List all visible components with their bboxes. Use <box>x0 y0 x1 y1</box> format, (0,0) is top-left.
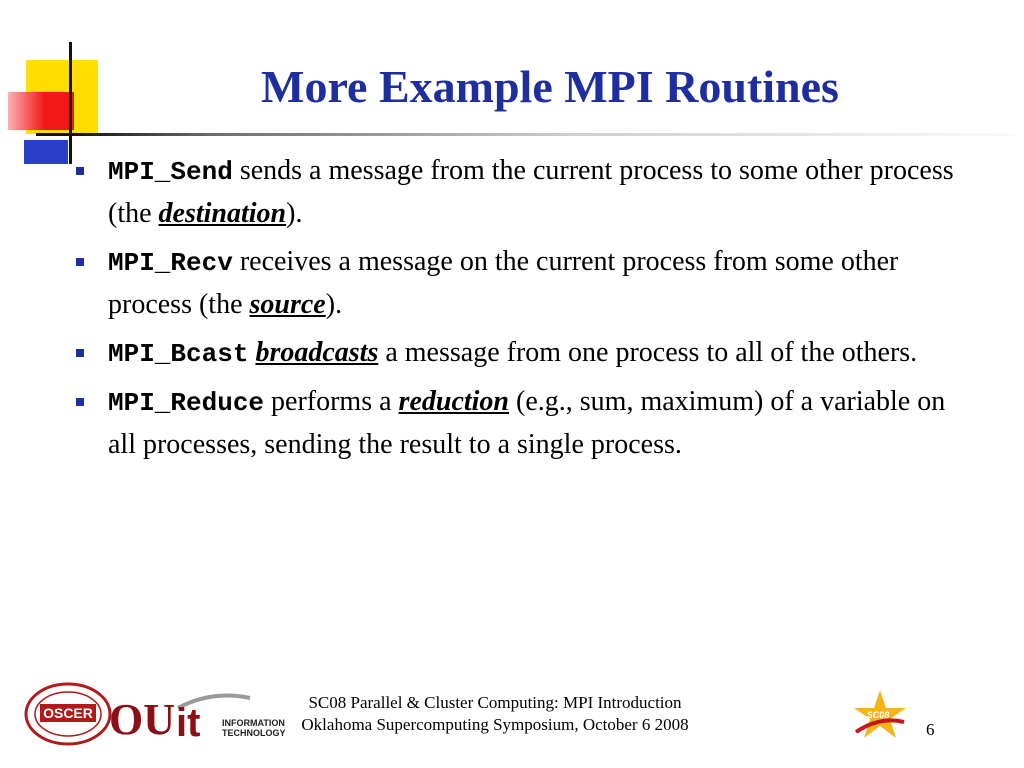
footer-text <box>250 692 740 736</box>
key-term: source <box>249 289 326 320</box>
bullet-item <box>76 332 976 375</box>
bullet-item <box>76 241 976 326</box>
bullet-text: a message from one process to all of the others. <box>378 337 918 368</box>
it-logo-text: it <box>176 701 201 745</box>
bullet-text: performs a <box>264 386 399 417</box>
bullet-text: ). <box>286 198 303 229</box>
bullet-item <box>76 381 976 466</box>
slide-title: More Example MPI Routines <box>261 61 839 112</box>
routine-name: MPI_Bcast <box>108 339 249 369</box>
decor-vertical-line <box>69 42 72 164</box>
bullet-marker-icon <box>76 349 84 357</box>
bullet-marker-icon <box>76 258 84 266</box>
routine-name: MPI_Reduce <box>108 388 265 418</box>
bullet-text: sends a message from the current process to some other process (the <box>108 155 954 229</box>
routine-name: MPI_Recv <box>108 248 233 278</box>
bullet-marker-icon <box>76 398 84 406</box>
ou-logo-text: OU <box>109 695 175 744</box>
key-term: broadcasts <box>255 337 379 368</box>
decor-blue-square <box>24 140 68 164</box>
key-term: destination <box>158 198 287 229</box>
it-logo-line1: INFORMATION <box>222 718 285 728</box>
routine-name: MPI_Send <box>108 157 233 187</box>
sc08-logo-text: SC08 <box>866 710 890 720</box>
decor-horizontal-line <box>36 133 1016 136</box>
page-number: 6 <box>926 720 935 739</box>
bullet-item <box>76 150 976 235</box>
oscer-logo-text: OSCER <box>43 705 93 721</box>
bullet-text: (e.g., sum, maximum) of a variable on all processes, sending the result to a single process. <box>108 386 946 460</box>
oscer-logo <box>24 682 112 746</box>
key-term: reduction <box>398 386 510 417</box>
ou-logo <box>109 686 175 746</box>
bullet-text: receives a message on the current process from some other process (the <box>108 246 899 320</box>
it-logo-line2: TECHNOLOGY <box>222 728 286 738</box>
decor-red-square <box>8 92 74 130</box>
bullet-text: ). <box>325 289 343 320</box>
footer-line-1: SC08 Parallel & Cluster Computing: MPI Introduction <box>308 693 682 712</box>
footer-line-2: Oklahoma Supercomputing Symposium, October 6 2008 <box>301 715 689 734</box>
bullet-list <box>76 150 976 472</box>
bullet-marker-icon <box>76 167 84 175</box>
sc08-logo <box>852 688 908 744</box>
